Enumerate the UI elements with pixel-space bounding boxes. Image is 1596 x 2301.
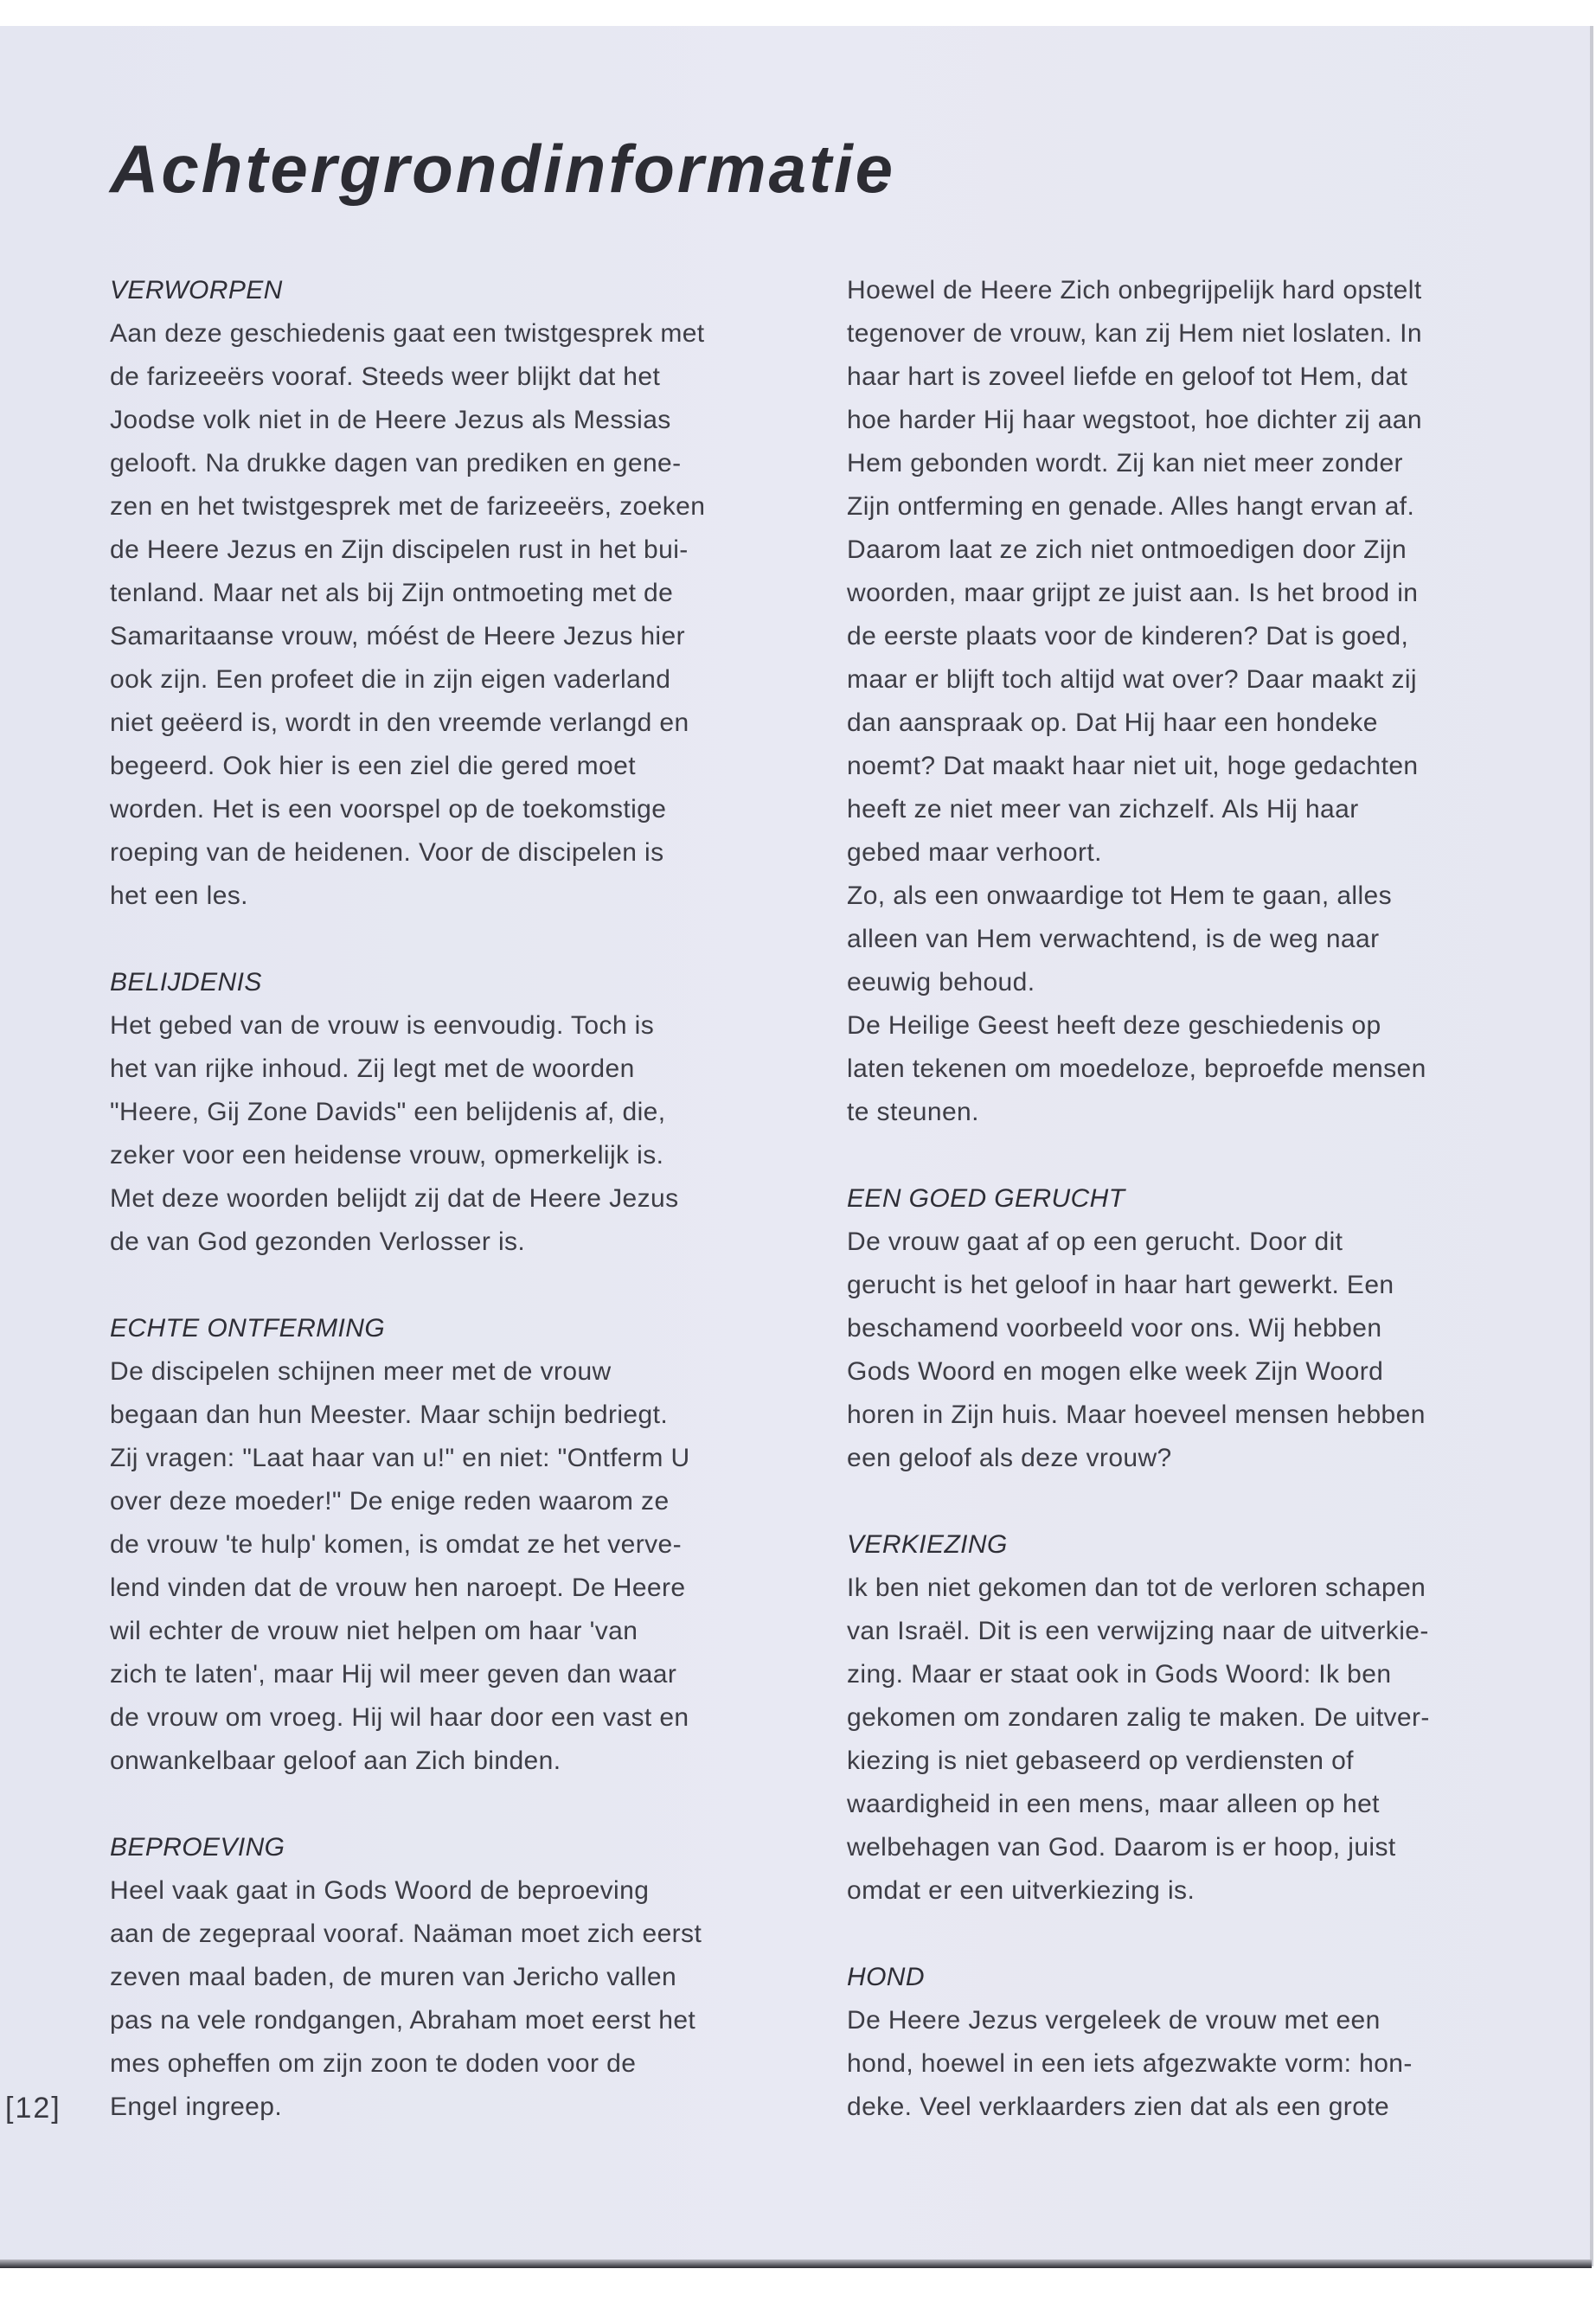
body-text-line: laten tekenen om moedeloze, beproefde mensen bbox=[847, 1054, 1426, 1083]
body-text-line: welbehagen van God. Daarom is er hoop, juist bbox=[847, 1833, 1396, 1862]
body-text-line: zeven maal baden, de muren van Jericho vallen bbox=[110, 1963, 677, 1991]
body-text-line: Samaritaanse vrouw, móést de Heere Jezus hier bbox=[110, 622, 685, 651]
body-text-line: Gods Woord en mogen elke week Zijn Woord bbox=[847, 1357, 1384, 1386]
section-heading: HOND bbox=[847, 1963, 925, 1991]
body-text-line: horen in Zijn huis. Maar hoeveel mensen hebben bbox=[847, 1400, 1426, 1429]
body-text-line: beschamend voorbeeld voor ons. Wij hebben bbox=[847, 1314, 1382, 1343]
section-spacer bbox=[847, 1134, 1530, 1177]
body-text-line: de Heere Jezus en Zijn discipelen rust in het bui- bbox=[110, 535, 689, 564]
body-text-line: Heel vaak gaat in Gods Woord de beproeving bbox=[110, 1876, 650, 1905]
section-heading: VERKIEZING bbox=[847, 1530, 1008, 1559]
body-text-line: tenland. Maar net als bij Zijn ontmoeting met de bbox=[110, 579, 674, 607]
section-spacer bbox=[847, 1913, 1530, 1956]
body-text-line: haar hart is zoveel liefde en geloof tot Hem, dat bbox=[847, 362, 1408, 391]
body-text-line: gekomen om zondaren zalig te maken. De uitver- bbox=[847, 1703, 1430, 1732]
section-heading: BELIJDENIS bbox=[110, 968, 262, 997]
body-text-line: Zo, als een onwaardige tot Hem te gaan, alles bbox=[847, 881, 1393, 910]
body-text-line: eeuwig behoud. bbox=[847, 968, 1035, 997]
body-text-line: Aan deze geschiedenis gaat een twistgesprek met bbox=[110, 319, 705, 348]
body-text-line: begaan dan hun Meester. Maar schijn bedriegt. bbox=[110, 1400, 669, 1429]
body-text-line: woorden, maar grijpt ze juist aan. Is het brood in bbox=[847, 579, 1419, 607]
body-text-line: zen en het twistgesprek met de farizeeërs, zoeken bbox=[110, 492, 706, 521]
body-text-line: Joodse volk niet in de Heere Jezus als Messias bbox=[110, 406, 671, 434]
section-heading: BEPROEVING bbox=[110, 1833, 285, 1862]
body-text-line: De Heere Jezus vergeleek de vrouw met een bbox=[847, 2006, 1381, 2035]
body-text-line: kiezing is niet gebaseerd op verdiensten of bbox=[847, 1747, 1354, 1775]
body-text-line: de eerste plaats voor de kinderen? Dat is goed, bbox=[847, 622, 1409, 651]
body-text-line: te steunen. bbox=[847, 1098, 979, 1126]
body-text-line: onwankelbaar geloof aan Zich binden. bbox=[110, 1747, 561, 1775]
body-text-line: dan aanspraak op. Dat Hij haar een hondeke bbox=[847, 708, 1378, 737]
body-text-line: Engel ingreep. bbox=[110, 2093, 283, 2121]
body-text-line: wil echter de vrouw niet helpen om haar 'van bbox=[110, 1617, 638, 1645]
body-text-line: Ik ben niet gekomen dan tot de verloren schapen bbox=[847, 1574, 1426, 1602]
section-spacer bbox=[110, 918, 793, 961]
body-text-line: pas na vele rondgangen, Abraham moet eerst het bbox=[110, 2006, 696, 2035]
section-heading: VERWORPEN bbox=[110, 276, 283, 304]
section-spacer bbox=[110, 1783, 793, 1826]
right-column bbox=[847, 269, 1530, 2129]
body-text-line: het van rijke inhoud. Zij legt met de woorden bbox=[110, 1054, 635, 1083]
section-heading: EEN GOED GERUCHT bbox=[847, 1184, 1125, 1213]
page-bottom-edge bbox=[0, 2259, 1592, 2268]
body-text-line: hond, hoewel in een iets afgezwakte vorm: hon- bbox=[847, 2049, 1413, 2078]
body-text-line: tegenover de vrouw, kan zij Hem niet loslaten. In bbox=[847, 319, 1422, 348]
body-text-line: De discipelen schijnen meer met de vrouw bbox=[110, 1357, 612, 1386]
body-text-line: zing. Maar er staat ook in Gods Woord: Ik ben bbox=[847, 1660, 1392, 1689]
body-text-line: een geloof als deze vrouw? bbox=[847, 1444, 1172, 1472]
section-spacer bbox=[110, 1264, 793, 1307]
body-text-line: Daarom laat ze zich niet ontmoedigen door Zijn bbox=[847, 535, 1407, 564]
body-text-line: heeft ze niet meer van zichzelf. Als Hij haar bbox=[847, 795, 1359, 824]
body-text-line: alleen van Hem verwachtend, is de weg naar bbox=[847, 925, 1380, 953]
body-text-line: De vrouw gaat af op een gerucht. Door dit bbox=[847, 1227, 1343, 1256]
body-text-line: aan de zegepraal vooraf. Naäman moet zich eerst bbox=[110, 1920, 702, 1948]
body-text-line: waardigheid in een mens, maar alleen op het bbox=[847, 1790, 1380, 1818]
body-text-line: omdat er een uitverkiezing is. bbox=[847, 1876, 1195, 1905]
body-text-line: Hoewel de Heere Zich onbegrijpelijk hard opstelt bbox=[847, 276, 1422, 304]
body-text-line: over deze moeder!" De enige reden waarom ze bbox=[110, 1487, 670, 1516]
left-column bbox=[110, 269, 793, 2129]
body-text-line: maar er blijft toch altijd wat over? Daar maakt zij bbox=[847, 665, 1417, 694]
section-spacer bbox=[847, 1480, 1530, 1523]
body-text-line: Met deze woorden belijdt zij dat de Heere Jezus bbox=[110, 1184, 679, 1213]
body-text-line: gebed maar verhoort. bbox=[847, 838, 1102, 867]
body-text-line: deke. Veel verklaarders zien dat als een grote bbox=[847, 2093, 1390, 2121]
body-text-line: begeerd. Ook hier is een ziel die gered moet bbox=[110, 752, 636, 780]
body-text-line: hoe harder Hij haar wegstoot, hoe dichter zij aan bbox=[847, 406, 1422, 434]
body-text-line: De Heilige Geest heeft deze geschiedenis op bbox=[847, 1011, 1381, 1040]
body-text-line: Zijn ontferming en genade. Alles hangt ervan af. bbox=[847, 492, 1415, 521]
body-text-line: Hem gebonden wordt. Zij kan niet meer zonder bbox=[847, 449, 1403, 478]
body-text-line: de van God gezonden Verlosser is. bbox=[110, 1227, 526, 1256]
section-heading: ECHTE ONTFERMING bbox=[110, 1314, 386, 1343]
body-text-line: de farizeeërs vooraf. Steeds weer blijkt dat het bbox=[110, 362, 661, 391]
body-text-line: het een les. bbox=[110, 881, 248, 910]
body-text-line: zich te laten', maar Hij wil meer geven dan waar bbox=[110, 1660, 677, 1689]
body-text-line: zeker voor een heidense vrouw, opmerkelijk is. bbox=[110, 1141, 664, 1170]
body-text-line: gerucht is het geloof in haar hart gewerkt. Een bbox=[847, 1271, 1394, 1299]
body-text-line: noemt? Dat maakt haar niet uit, hoge gedachten bbox=[847, 752, 1419, 780]
body-text-line: de vrouw 'te hulp' komen, is omdat ze het verve- bbox=[110, 1530, 682, 1559]
body-text-line: niet geëerd is, wordt in den vreemde verlangd en bbox=[110, 708, 689, 737]
body-text-line: de vrouw om vroeg. Hij wil haar door een vast en bbox=[110, 1703, 689, 1732]
body-text-line: ook zijn. Een profeet die in zijn eigen vaderland bbox=[110, 665, 671, 694]
body-text-line: Zij vragen: "Laat haar van u!" en niet: "Ontferm U bbox=[110, 1444, 690, 1472]
body-text-line: mes opheffen om zijn zoon te doden voor de bbox=[110, 2049, 637, 2078]
body-text-line: roeping van de heidenen. Voor de discipelen is bbox=[110, 838, 664, 867]
body-text-line: Het gebed van de vrouw is eenvoudig. Toch is bbox=[110, 1011, 655, 1040]
body-text-line: lend vinden dat de vrouw hen naroept. De Heere bbox=[110, 1574, 686, 1602]
body-text-line: "Heere, Gij Zone Davids" een belijdenis af, die, bbox=[110, 1098, 666, 1126]
body-text-line: gelooft. Na drukke dagen van prediken en gene- bbox=[110, 449, 682, 478]
body-text-line: van Israël. Dit is een verwijzing naar de uitverkie- bbox=[847, 1617, 1429, 1645]
page-title: Achtergrondinformatie bbox=[110, 131, 896, 207]
body-text-line: worden. Het is een voorspel op de toekomstige bbox=[110, 795, 667, 824]
page-number: [12] bbox=[5, 2092, 61, 2125]
